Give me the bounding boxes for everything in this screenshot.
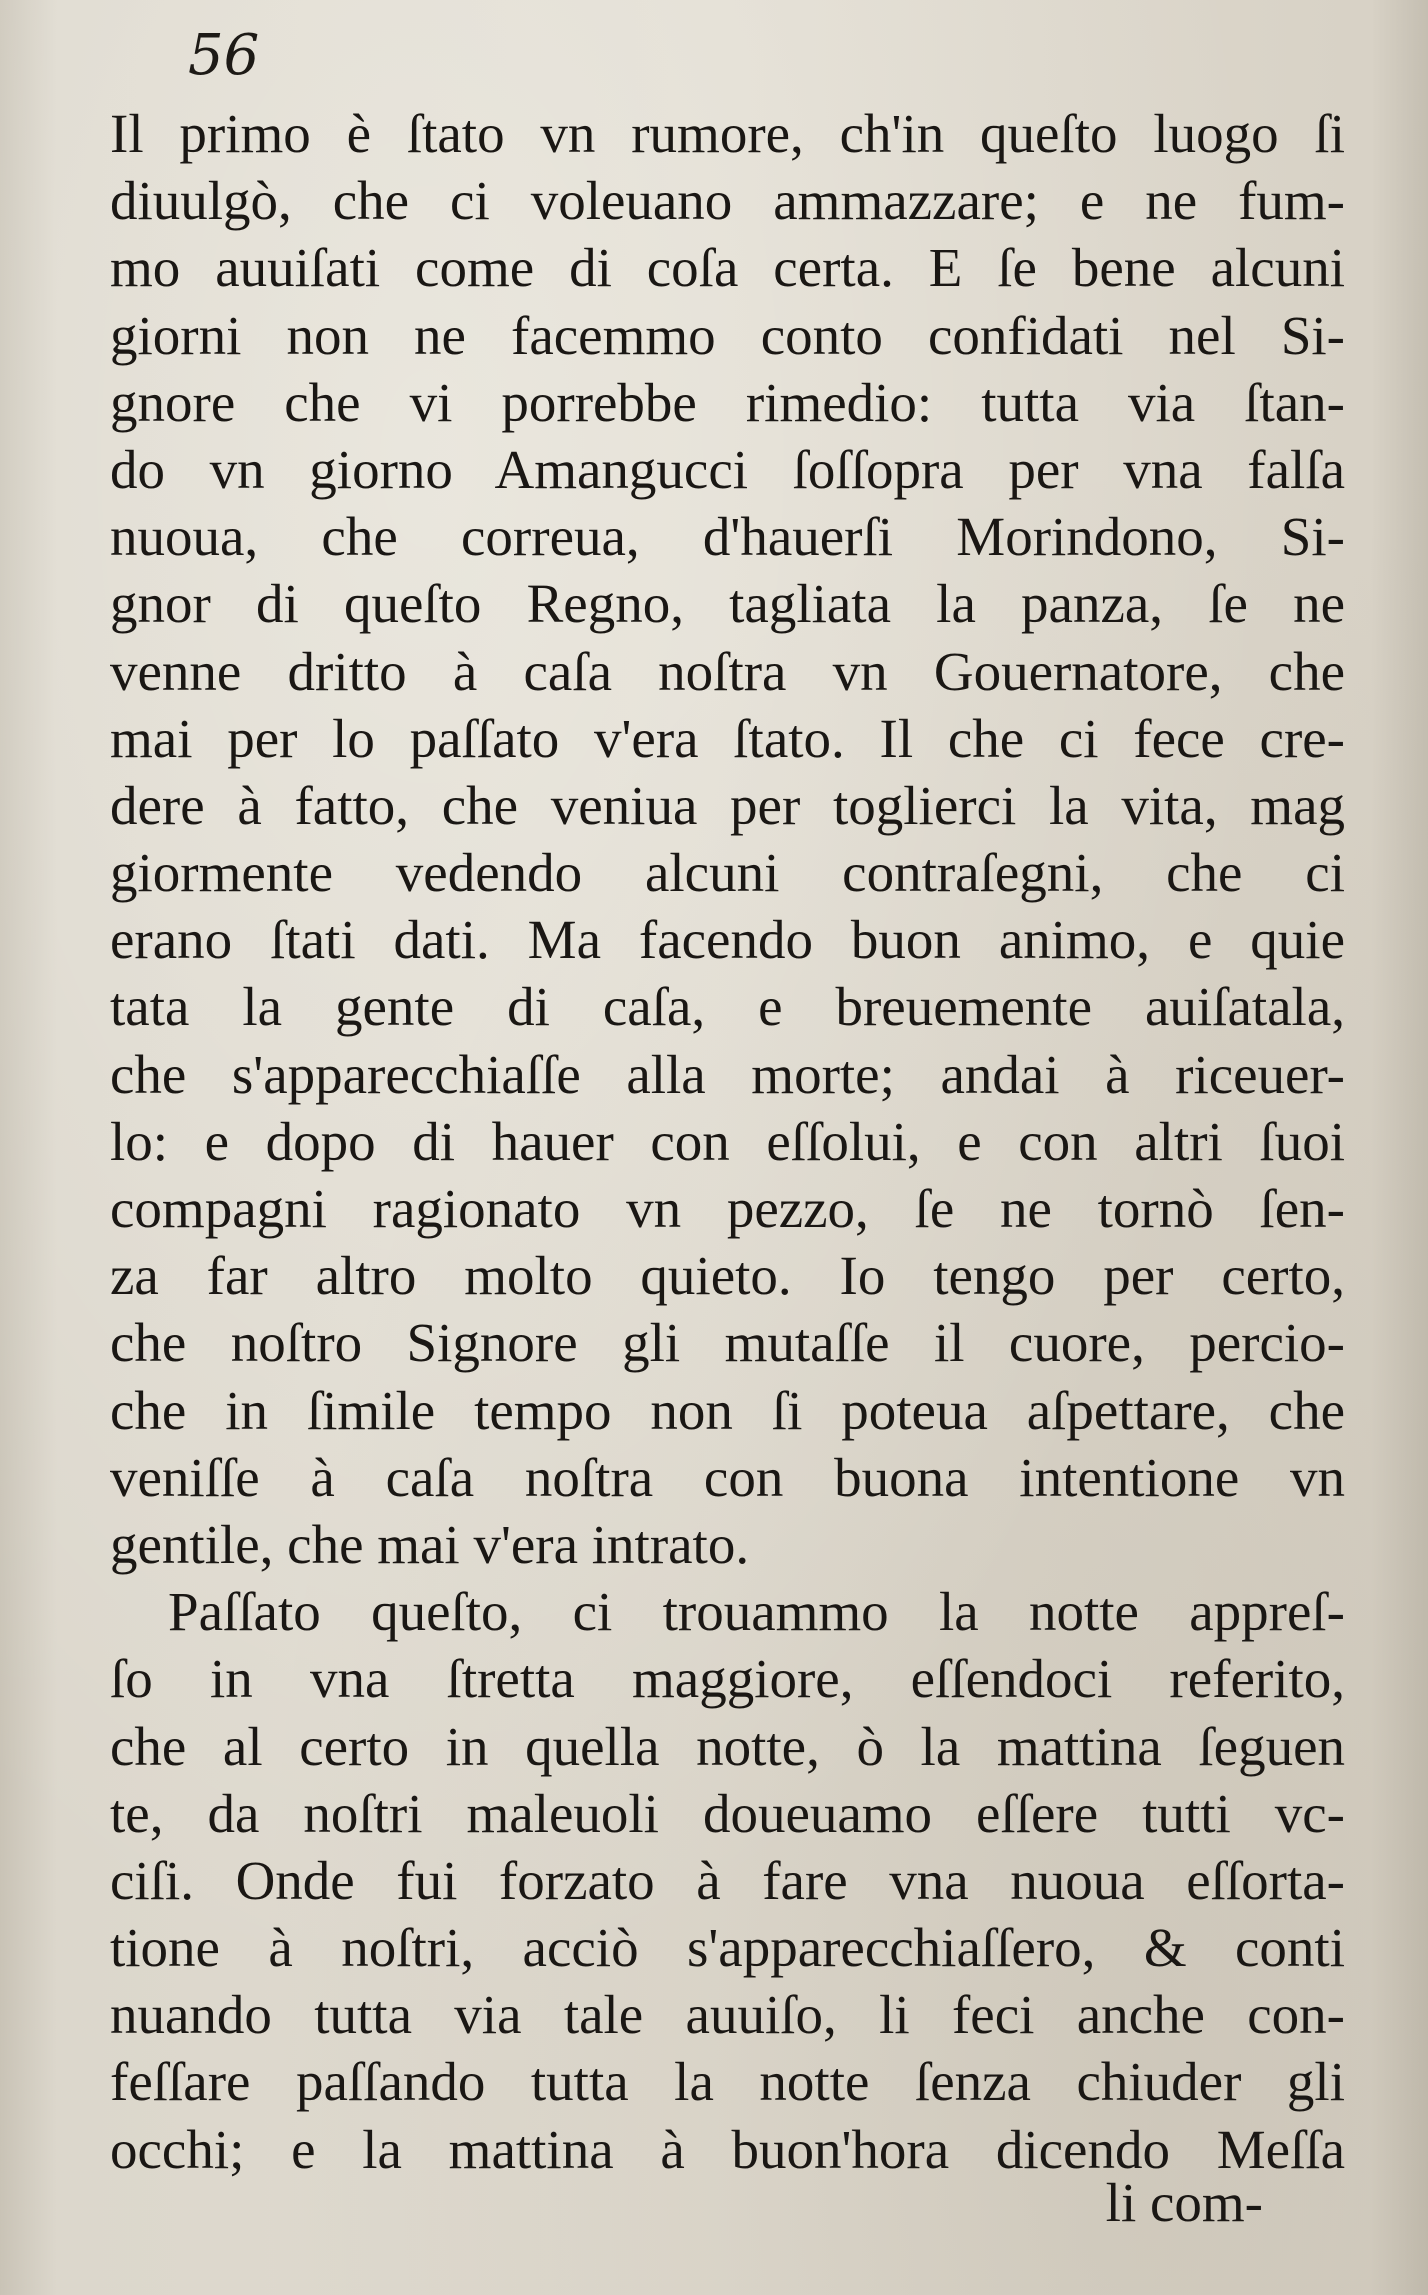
text-line: lo: e dopo di hauer con eſſolui, e con altri ſuoi: [110, 1110, 1345, 1172]
text-line: occhi; e la mattina à buon'hora dicendo Meſſa: [110, 2118, 1345, 2180]
text-line: Il primo è ſtato vn rumore, ch'in queſto luogo ſi: [110, 103, 1345, 164]
text-line: feſſare paſſando tutta la notte ſenza chiuder gli: [110, 2051, 1345, 2113]
text-line: veniſſe à caſa noſtra con buona intentione vn: [110, 1446, 1345, 1508]
text-line: dere à fatto, che veniua per toglierci la vita, mag: [110, 774, 1345, 836]
text-line: venne dritto à caſa noſtra vn Gouernatore, che: [110, 640, 1345, 702]
text-line: nuoua, che correua, d'hauerſi Morindono, Si-: [110, 506, 1345, 568]
text-line: za far altro molto quieto. Io tengo per certo,: [110, 1245, 1345, 1307]
text-line: giorni non ne facemmo conto confidati nel Si-: [110, 304, 1345, 366]
text-line: che noſtro Signore gli mutaſſe il cuore, percio-: [110, 1312, 1345, 1374]
text-line: ciſi. Onde fui forzato à fare vna nuoua eſſorta-: [110, 1849, 1345, 1911]
text-line: diuulgò, che ci voleuano ammazzare; e ne fum-: [110, 170, 1345, 232]
body-text: [110, 100, 1345, 2183]
text-line: gnor di queſto Regno, tagliata la panza, ſe ne: [110, 573, 1345, 635]
page-number: 56: [188, 23, 260, 88]
paragraph-end-line: gentile, che mai v'era intrato.: [110, 1513, 750, 1575]
paragraph-start-line: Paſſato queſto, ci trouammo la notte appreſ-: [168, 1581, 1345, 1643]
text-line: mo auuiſati come di coſa certa. E ſe bene alcuni: [110, 237, 1345, 299]
text-line: nuando tutta via tale auuiſo, li feci anche con-: [110, 1984, 1345, 2046]
text-line: erano ſtati dati. Ma facendo buon animo, e quie: [110, 909, 1345, 971]
catchword: li com-: [1105, 2172, 1263, 2233]
text-line: che s'apparecchiaſſe alla morte; andai à riceuer-: [110, 1043, 1345, 1105]
text-line: che al certo in quella notte, ò la mattina ſeguen: [110, 1715, 1345, 1777]
text-line: tione à noſtri, acciò s'apparecchiaſſero, & conti: [110, 1917, 1345, 1979]
text-line: te, da noſtri maleuoli doueuamo eſſere tutti vc-: [110, 1782, 1345, 1844]
text-line: ſo in vna ſtretta maggiore, eſſendoci referito,: [110, 1648, 1345, 1710]
text-line: do vn giorno Amangucci ſoſſopra per vna falſa: [110, 438, 1345, 500]
text-line: giormente vedendo alcuni contraſegni, che ci: [110, 842, 1345, 904]
text-line: gnore che vi porrebbe rimedio: tutta via ſtan-: [110, 371, 1345, 433]
text-line: tata la gente di caſa, e breuemente auiſatala,: [110, 976, 1345, 1038]
text-line: che in ſimile tempo non ſi poteua aſpettare, che: [110, 1379, 1345, 1441]
text-line: mai per lo paſſato v'era ſtato. Il che ci fece cre-: [110, 707, 1345, 769]
text-line: compagni ragionato vn pezzo, ſe ne tornò ſen-: [110, 1178, 1345, 1239]
